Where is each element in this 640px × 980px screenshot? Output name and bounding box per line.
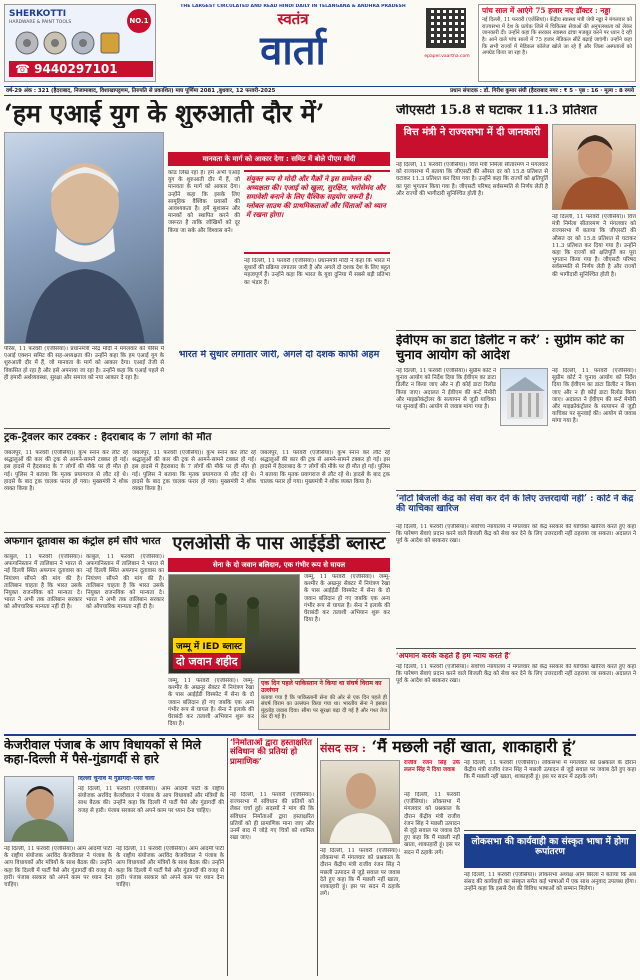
kejriwal-body-3: नई दिल्ली, 11 फरवरी (एजेंसियां)। आम आदमी पार्टी के राष्ट्रीय संयोजक अरविंद केजरीवाल ने पंजाब के आप विधायकों और मंत्रियों के साथ बैठक की। उन्होंने कहा कि दिल्ली में पार्टी पैसे और गुंडागर्दी की वजह से हारी। पंजाब सरकार को अपने काम पर ध्यान देना चाहिए। xyxy=(116,846,224,889)
logo-top: स्वतंत्र xyxy=(277,10,309,28)
sansad-label: संसद सत्र : xyxy=(320,742,366,755)
afghan-body-2: काबुल, 11 फरवरी (एजेंसियां)। अफगानिस्तान में तालिबान ने भारत से नई दिल्ली स्थित अफगान दूतावास का नियंत्रण सौंपने की मांग की है। तालिबान चाहता है कि भारत उसके नियुक्त राजनयिक को मान्यता दे। भारत ने अभी तक तालिबान सरकार को औपचारिक मान्यता नहीं दी है। xyxy=(86,554,164,611)
loc-banner: सेना के दो जवान बलिदान, एक गंभीर रूप से घायल xyxy=(168,558,390,572)
sansad-body-3: नई दिल्ली, 11 फरवरी (एजेंसियां)। लोकसभा में मंगलवार को प्रश्नकाल के दौरान केंद्रीय मंत्री राजीव रंजन सिंह ने मछली उत्पादन से जुड़े सवाल पर जवाब देते हुए कहा कि मैं मछली नहीं खाता, शाकाहारी हूं। इस पर सदन में ठहाके लगे। xyxy=(464,760,636,781)
person-photo-icon xyxy=(321,761,400,844)
lead-headline: ‘हम एआई युग के शुरुआती दौर में’ xyxy=(4,100,325,128)
lead-body-mid: कोड लिख रहा है। हम अभी एआई युग के शुरुआती दौर में हैं, जो मानवता के मार्ग को आकार देगा। उन्होंने कहा कि इसके लिए सामूहिक वैश्विक प्रयासों की आवश्यकता है। हमें सुशासन और मानकों को स्थापित करने की जरूरत है ताकि जोखिमों को दूर किया जा सके और विश्वास बने। xyxy=(168,170,240,234)
top-right-story xyxy=(478,4,636,82)
evm-body-2: नई दिल्ली, 11 फरवरी (एजेंसियां)। सुप्रीम कोर्ट ने चुनाव आयोग को निर्देश दिया कि ईवीएम का डाटा डिलीट न किया जाए और न ही कोई डाटा रिलोड किया जाए। अदालत ने ईवीएम की बर्न्ट मेमोरी और माइक्रोकंट्रोलर के सत्यापन से जुड़ी याचिका पर सुनवाई की। आयोग से जवाब मांगा गया है। xyxy=(552,368,636,425)
afghan-body: काबुल, 11 फरवरी (एजेंसियां)। अफगानिस्तान में तालिबान ने भारत से नई दिल्ली स्थित अफगान दूतावास का नियंत्रण सौंपने की मांग की है। तालिबान चाहता है कि भारत उसके नियुक्त राजनयिक को मान्यता दे। भारत ने अभी तक तालिबान सरकार को औपचारिक मान्यता नहीं दी है। xyxy=(4,554,82,611)
loksabha-strip xyxy=(464,834,636,868)
lead-banner: मानवता के मार्ग को आकार देगा : समिट में बोले पीएम मोदी xyxy=(168,152,390,166)
lead-body-right: नई दिल्ली, 11 फरवरी (एजेंसियां)। प्रधानमंत्री मोदी ने कहा कि भारत में सुधारों की प्रक्रिया लगातार जारी है और अगले दो दशक देश के लिए बहुत महत्वपूर्ण हैं। उन्होंने कहा कि भारत के युवा दुनिया में सबसे बड़ी प्रतिभा का भंडार हैं। xyxy=(244,258,390,286)
tools-icon xyxy=(13,29,123,57)
ad-brand: SHERKOTTI xyxy=(9,9,67,19)
top-right-body: नई दिल्ली, 11 फरवरी (एजेंसियां)। केंद्रीय स्वास्थ्य मंत्री जेपी नड्डा ने मंगलवार को राज्यसभा में देश के प्रत्येक जिले में चिकित्सा सेवाओं की अनुपलब्धता को लेकर जानकारी दी। उन्होंने कहा कि सरकार स्वास्थ्य ढांचा मजबूत करने पर ध्यान दे रही है। आने वाले पांच सालों में 75 हजार मेडिकल सीटें बढ़ाई जाएंगी। उन्होंने कहा कि सभी राज्यों में मेडिकल कॉलेज खोले जा रहे हैं और जिला अस्पतालों को अपग्रेड किया जा रहा है। xyxy=(482,17,633,57)
photo-caption-2: दो जवान शहीद xyxy=(173,654,241,669)
edition-bar xyxy=(4,86,636,96)
gst-strip-text: वित्त मंत्री ने राज्यसभा में दी जानकारी xyxy=(403,127,541,138)
lead-subhead: भारत में सुधार लगातार जारी, अगले दो दशक काफी अहम xyxy=(178,350,380,360)
truck-headline: ट्रक-ट्रैवलर कार टक्कर : हैदराबाद के 7 लोगों की मौत xyxy=(4,432,212,443)
ad-phone-number: 9440297101 xyxy=(34,62,118,76)
masthead-logo[interactable] xyxy=(162,10,424,82)
ishwar-body: नई दिल्ली, 11 फरवरी (एजेंसियां)। राज्यसभा में संविधान की प्रतियों को लेकर चर्चा हुई। सदस्यों ने मांग की कि संविधान निर्माताओं द्वारा हस्ताक्षरित प्रतियों को ही प्रामाणिक माना जाए और उनमें बाद में जोड़े गए चित्रों को शामिल रखा जाए। xyxy=(230,792,314,842)
sansad-headline-wrap xyxy=(320,738,636,756)
loksabha-top-body: नई दिल्ली, 11 फरवरी (एजेंसियां)। सर्वोच्च न्यायालय ने मंगलवार को केंद्र सरकार की याचिका खारिज करते हुए कहा कि पारेषण सेवाएं प्रदान करने वाले बिजली केंद्र को सेवा कर देने के लिए उत्तरदायी नहीं ठहराया जा सकता। अदालत ने पूर्व के आदेश को बरकरार रखा। xyxy=(396,664,636,685)
loc-headline: एलओसी के पास आईईडी ब्लास्ट xyxy=(172,534,386,554)
gst-body: नई दिल्ली, 11 फरवरी (एजेंसियां)। वित्त मंत्री निर्मला सीतारमण ने मंगलवार को राज्यसभा में बताया कि जीएसटी की औसत दर को 15.8 प्रतिशत से घटाकर 11.3 प्रतिशत कर दिया गया है। उन्होंने कहा कि राज्यों को क्षतिपूर्ति का पूरा भुगतान किया गया है। जीएसटी परिषद सर्वसम्मति से निर्णय लेती है और राज्यों की भागीदारी सुनिश्चित होती है। xyxy=(396,162,548,197)
top-right-headline: पांच साल में आएंगे 75 हजार नए डॉक्टर : नड्डा xyxy=(482,6,611,15)
truck-body-2: जबलपुर, 11 फरवरी (एजेंसियां)। कुंभ स्नान कर लौट रहे श्रद्धालुओं की कार की ट्रक से आमने-सामने टक्कर हो गई। इस हादसे में हैदराबाद के 7 लोगों की मौके पर ही मौत हो गई। पुलिस ने बताया कि मृतक प्रयागराज से लौट रहे थे। हादसे के बाद ट्रक चालक फरार हो गया। मुख्यमंत्री ने शोक व्यक्त किया है। xyxy=(132,450,256,493)
sansad-body-2: नई दिल्ली, 11 फरवरी (एजेंसियां)। लोकसभा में मंगलवार को प्रश्नकाल के दौरान केंद्रीय मंत्री राजीव रंजन सिंह ने मछली उत्पादन से जुड़े सवाल पर जवाब देते हुए कहा कि मैं मछली नहीं खाता, शाकाहारी हूं। इस पर सदन में ठहाके लगे। xyxy=(320,848,400,898)
ad-badge: NO.1 xyxy=(127,9,151,33)
kejriwal-headline: केजरीवाल पंजाब के आप विधायकों से मिले कहा-दिल्ली में पैसे-गुंडागर्दी से हारे xyxy=(4,738,202,766)
ishwar-headline: ‘निर्माताओं द्वारा हस्ताक्षरित संविधान की प्रतियां हो प्रामाणिक’ xyxy=(230,738,312,766)
truck-body: जबलपुर, 11 फरवरी (एजेंसियां)। कुंभ स्नान कर लौट रहे श्रद्धालुओं की कार की ट्रक से आमने-सामने टक्कर हो गई। इस हादसे में हैदराबाद के 7 लोगों की मौके पर ही मौत हो गई। पुलिस ने बताया कि मृतक प्रयागराज से लौट रहे थे। हादसे के बाद ट्रक चालक फरार हो गया। मुख्यमंत्री ने शोक व्यक्त किया है। xyxy=(4,450,128,493)
ad-phone[interactable] xyxy=(9,61,153,77)
kejriwal-body-2: नई दिल्ली, 11 फरवरी (एजेंसियां)। आम आदमी पार्टी के राष्ट्रीय संयोजक अरविंद केजरीवाल ने पंजाब के आप विधायकों और मंत्रियों के साथ बैठक की। उन्होंने कहा कि दिल्ली में पार्टी पैसे और गुंडागर्दी की वजह से हारी। पंजाब सरकार को अपने काम पर ध्यान देना चाहिए। xyxy=(4,846,112,889)
person-photo-icon xyxy=(5,777,74,842)
lead-body-left: पेरिस, 11 फरवरी (एजेंसियां)। प्रधानमंत्री नरेंद्र मोदी ने मंगलवार को पेरिस में एआई एक्शन समिट की सह-अध्यक्षता की। उन्होंने कहा कि हम एआई युग के शुरुआती दौर में हैं, जो मानवता के मार्ग को आकार देगा। एआई तेजी से विकसित हो रहा है और इसे अपनाया जा रहा है। उन्होंने कहा कि एआई पहले से ही हमारी अर्थव्यवस्था, सुरक्षा और समाज को नया आकार दे रहा है। xyxy=(4,346,164,381)
loc-body: जम्मू, 11 फरवरी (एजेंसियां)। जम्मू-कश्मीर के अखनूर सेक्टर में नियंत्रण रेखा के पास आईईडी विस्फोट में सेना के दो जवान बलिदान हो गए जबकि एक अन्य गंभीर रूप से घायल है। सेना ने इलाके की घेराबंदी कर तलाशी अभियान शुरू कर दिया है। xyxy=(304,574,390,624)
kejriwal-photo xyxy=(4,776,74,842)
loc-sidebar-head: एक दिन पहले पाकिस्तान ने किया था संघर्ष विराम का उल्लंघन xyxy=(261,680,382,694)
person-photo-icon xyxy=(553,125,636,210)
loksabha-headline: लोकसभा की कार्यवाही का संस्कृत भाषा में होगा रूपांतरण xyxy=(471,837,629,858)
kejriwal-body: नई दिल्ली, 11 फरवरी (एजेंसियां)। आम आदमी पार्टी के राष्ट्रीय संयोजक अरविंद केजरीवाल ने पंजाब के आप विधायकों और मंत्रियों के साथ बैठक की। उन्होंने कहा कि दिल्ली में पार्टी पैसे और गुंडागर्दी की वजह से हारी। पंजाब सरकार को अपने काम पर ध्यान देना चाहिए। xyxy=(78,786,224,814)
court-building-icon xyxy=(501,369,548,426)
modi-photo xyxy=(4,132,164,344)
sitharaman-photo xyxy=(552,124,636,210)
truck-body-3: जबलपुर, 11 फरवरी (एजेंसियां)। कुंभ स्नान कर लौट रहे श्रद्धालुओं की कार की ट्रक से आमने-सामने टक्कर हो गई। इस हादसे में हैदराबाद के 7 लोगों की मौके पर ही मौत हो गई। पुलिस ने बताया कि मृतक प्रयागराज से लौट रहे थे। हादसे के बाद ट्रक चालक फरार हो गया। मुख्यमंत्री ने शोक व्यक्त किया है। xyxy=(260,450,390,485)
loksabha-headline-top: ‘अपमान करके कहते हैं हम न्याय करते हैं’ xyxy=(396,652,512,660)
kejriwal-subhead: दिल्ली चुनाव में गुंडागर्दी-पैसा चला xyxy=(78,776,155,782)
edition-line: वर्ष-29 अंक : 321 (हैदराबाद, निजामाबाद, विशाखापट्टणम, तिरुपति से प्रकाशित) माघ पूर्णिमा 2081 ,बुधवार, 12 फरवरी-2025 xyxy=(6,88,276,94)
speaker-photo xyxy=(320,760,400,844)
ied-blast-photo xyxy=(168,574,300,674)
logo-main: वार्ता xyxy=(260,27,326,74)
loc-body-2: जम्मू, 11 फरवरी (एजेंसियां)। जम्मू-कश्मीर के अखनूर सेक्टर में नियंत्रण रेखा के पास आईईडी विस्फोट में सेना के दो जवान बलिदान हो गए जबकि एक अन्य गंभीर रूप से घायल है। सेना ने इलाके की घेराबंदी कर तलाशी अभियान शुरू कर दिया है। xyxy=(168,678,254,728)
person-photo-icon xyxy=(5,133,164,344)
phone-icon: ☎ xyxy=(15,62,35,76)
sherkotti-ad[interactable] xyxy=(4,4,156,82)
lead-quote-text: संयुक्त रूप से मोदी और मैक्रों ने इस सम्मेलन की अध्यक्षता की। एआई को खुला, सुरक्षित, भरोसेमंद और समावेशी बनाने के लिए वैश्विक सहयोग जरूरी है। ग्लोबल साउथ की प्राथमिकताओं और चिंताओं को ध्यान में रखना होगा। xyxy=(246,174,386,219)
sansad-caption: राजीव रंजन सिंह उर्फ ललन सिंह ने दिया जवाब xyxy=(404,760,460,774)
gst-body-2: नई दिल्ली, 11 फरवरी (एजेंसियां)। वित्त मंत्री निर्मला सीतारमण ने मंगलवार को राज्यसभा में बताया कि जीएसटी की औसत दर को 15.8 प्रतिशत से घटाकर 11.3 प्रतिशत कर दिया गया है। उन्होंने कहा कि राज्यों को क्षतिपूर्ति का पूरा भुगतान किया गया है। जीएसटी परिषद सर्वसम्मति से निर्णय लेती है और राज्यों की भागीदारी सुनिश्चित होती है। xyxy=(552,214,636,278)
ad-tools-image xyxy=(13,29,123,57)
supreme-court-photo xyxy=(500,368,548,426)
court2-body: नई दिल्ली, 11 फरवरी (एजेंसियां)। सर्वोच्च न्यायालय ने मंगलवार को केंद्र सरकार की याचिका खारिज करते हुए कहा कि पारेषण सेवाएं प्रदान करने वाले बिजली केंद्र को सेवा कर देने के लिए उत्तरदायी नहीं ठहराया जा सकता। अदालत ने पूर्व के आदेश को बरकरार रखा। xyxy=(396,524,636,545)
loc-sidebar-box xyxy=(258,678,390,730)
loc-sidebar-body: बताया गया है कि पाकिस्तानी सेना की ओर से एक दिन पहले ही संघर्ष विराम का उल्लंघन किया गया था। भारतीय सेना ने इसका मुंहतोड़ जवाब दिया। सीमा पर सुरक्षा बढ़ा दी गई है और गश्त तेज कर दी गई है। xyxy=(261,694,387,721)
sansad-headline: ‘मैं मछली नहीं खाता, शाकाहारी हूं’ xyxy=(371,738,577,756)
loksabha-body: नई दिल्ली, 11 फरवरी (एजेंसियां)। लोकसभा अध्यक्ष ओम बिरला ने बताया कि अब संसद की कार्यवाही का संस्कृत समेत कई भाषाओं में एक साथ अनुवाद उपलब्ध होगा। उन्होंने कहा कि इससे देश की विविध भाषाओं को सम्मान मिलेगा। xyxy=(464,872,636,893)
court2-headline: ‘नोटों बिजली केंद्र को सेवा कर देने के लिए उत्तरदायी नहीं’ : कोर्ट ने केंद्र की याचिका खारिज xyxy=(396,494,634,515)
editor-line: प्रधान संपादक : डॉ. गिरीश कुमार संघी (हैदराबाद नगर : ₹ 5 · पृष्ठ : 16 · मूल्य : 8 रुपये xyxy=(450,88,634,94)
website-url[interactable]: epaper.vaartha.com xyxy=(424,54,470,59)
gst-headline: जीएसटी 15.8 से घटाकर 11.3 प्रतिशत xyxy=(396,104,597,118)
sansad-body: नई दिल्ली, 11 फरवरी (एजेंसियां)। लोकसभा में मंगलवार को प्रश्नकाल के दौरान केंद्रीय मंत्री राजीव रंजन सिंह ने मछली उत्पादन से जुड़े सवाल पर जवाब देते हुए कहा कि मैं मछली नहीं खाता, शाकाहारी हूं। इस पर सदन में ठहाके लगे। xyxy=(404,792,460,856)
ad-subtitle: HARDWARE & PAINT TOOLS xyxy=(9,20,72,25)
evm-headline: ईवीएम का डाटा डिलीट न करें’ : सुप्रीम कोर्ट का चुनाव आयोग को आदेश xyxy=(396,334,624,363)
evm-body: नई दिल्ली, 11 फरवरी (एजेंसियां)। सुप्रीम कोर्ट ने चुनाव आयोग को निर्देश दिया कि ईवीएम का डाटा डिलीट न किया जाए और न ही कोई डाटा रिलोड किया जाए। अदालत ने ईवीएम की बर्न्ट मेमोरी और माइक्रोकंट्रोलर के सत्यापन से जुड़ी याचिका पर सुनवाई की। आयोग से जवाब मांगा गया है। xyxy=(396,368,496,411)
gst-strip xyxy=(396,124,548,158)
masthead-tagline: THE LARGEST CIRCULATED AND READ HINDI DAILY IN TELANGANA & ANDHRA PRADESH xyxy=(180,4,406,9)
photo-caption-1: जम्मू में IED ब्लास्ट xyxy=(173,638,245,653)
afghan-headline: अफगान दूतावास का कंट्रोल हमें सौंपे भारत xyxy=(4,536,161,547)
lead-quote xyxy=(244,170,390,254)
qr-code-icon xyxy=(426,8,466,48)
